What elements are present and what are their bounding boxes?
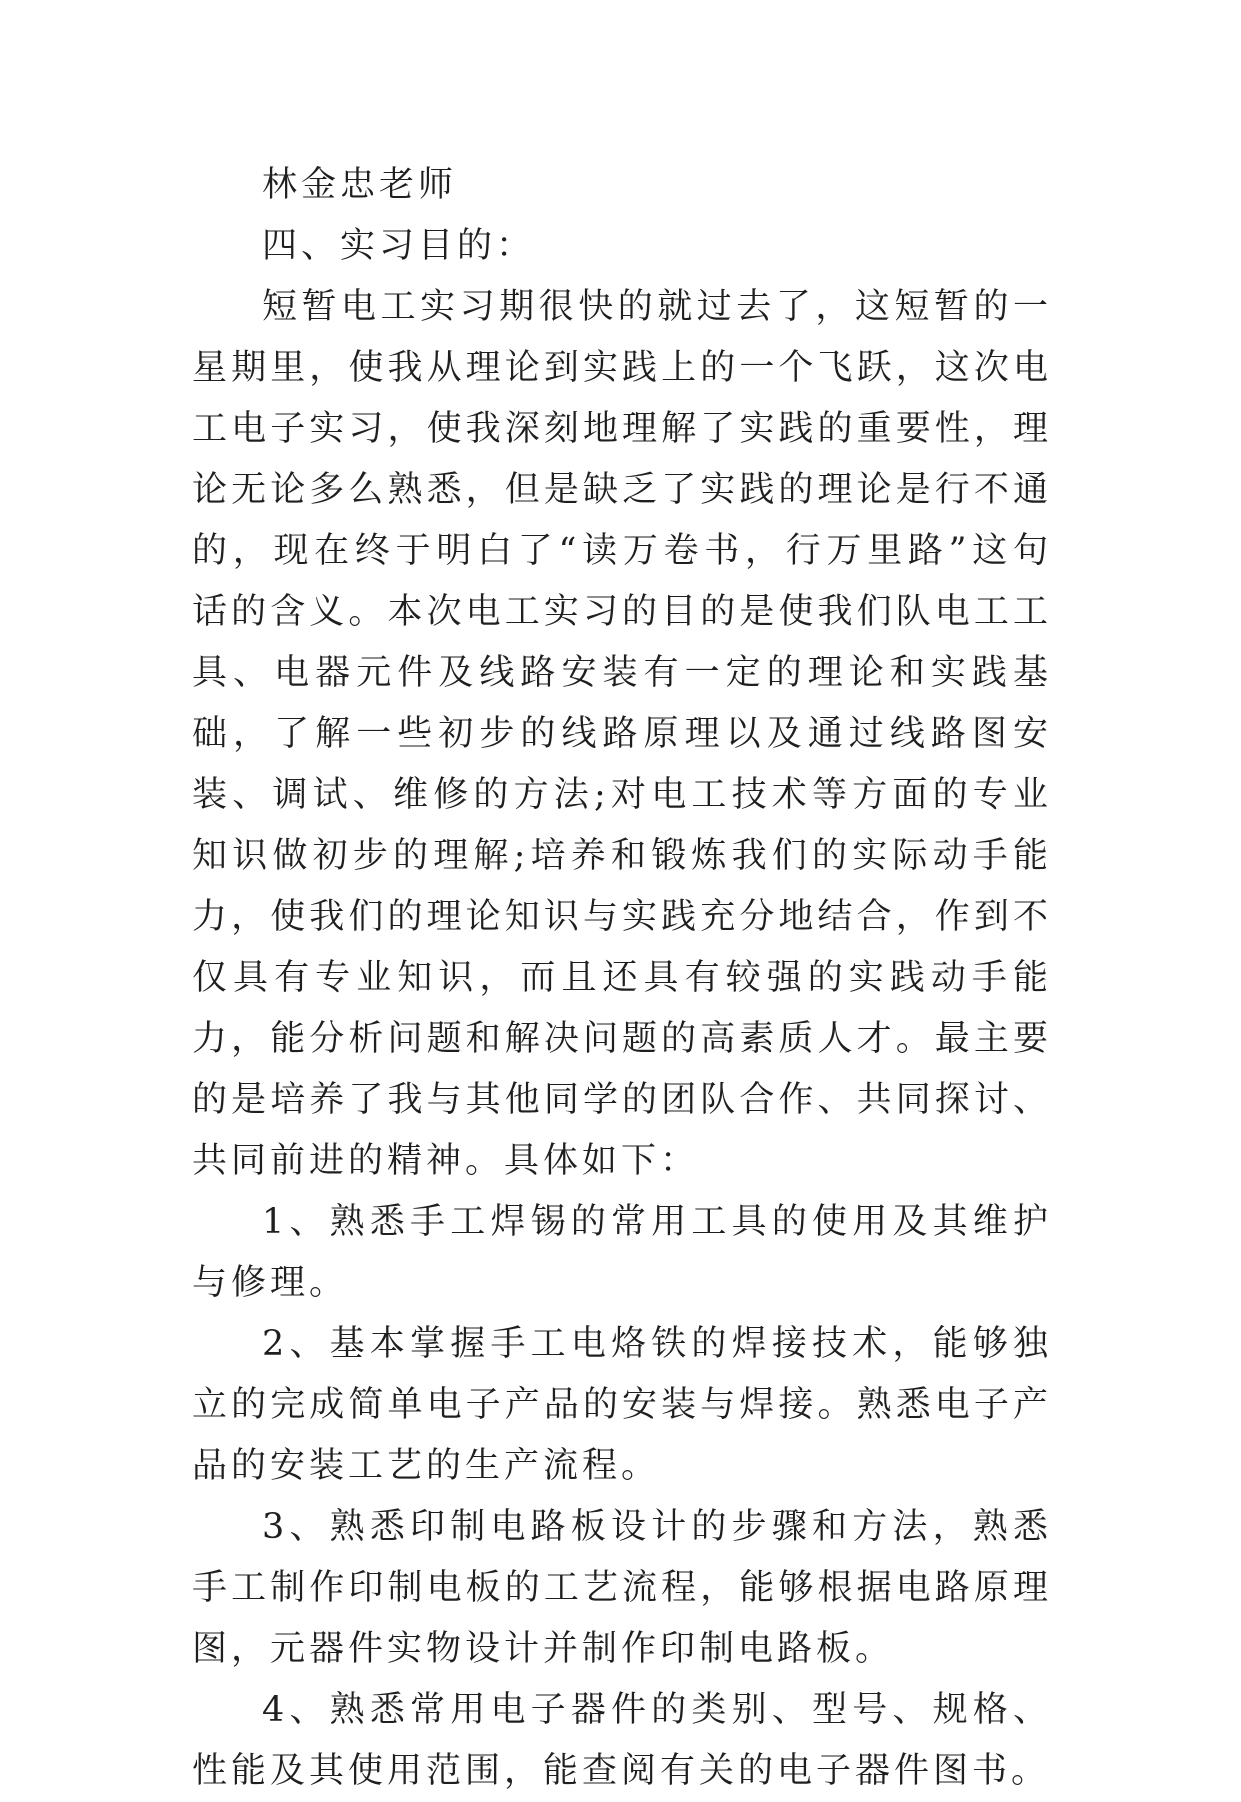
teacher-name: 林金忠老师 xyxy=(262,165,458,205)
body-paragraph: 短暂电工实习期很快的就过去了，这短暂的一星期里，使我从理论到实践上的一个飞跃，这次电工电子实习，使我深刻地理解了实践的重要性，理论无论多么熟悉，但是缺乏了实践的理论是行不通的，现在终于明白了“读万卷书，行万里路”这句话的含义。本次电工实习的目的是使我们队电工工具、电器元件及线路安装有一定的理论和实践基础，了解一些初步的线路原理以及通过线路图安装、调试、维修的方法;对电工技术等方面的专业知识做初步的理解;培养和锻炼我们的实际动手能力，使我们的理论知识与实践充分地结合，作到不仅具有专业知识，而且还具有较强的实践动手能力，能分析问题和解决问题的高素质人才。最主要的是培养了我与其他同学的团队合作、共同探讨、共同前进的精神。具体如下： xyxy=(192,287,1052,1181)
section-heading: 四、实习目的： xyxy=(262,226,536,266)
list-item: 2、基本掌握手工电烙铁的焊接技术，能够独立的完成简单电子产品的安装与焊接。熟悉电子产品的安装工艺的生产流程。 xyxy=(192,1324,1052,1486)
list-item: 4、熟悉常用电子器件的类别、型号、规格、性能及其使用范围，能查阅有关的电子器件图书。 xyxy=(192,1690,1052,1791)
document-page xyxy=(192,155,1052,1802)
list-item: 3、熟悉印制电路板设计的步骤和方法，熟悉手工制作印制电板的工艺流程，能够根据电路原理图，元器件实物设计并制作印制电路板。 xyxy=(192,1507,1052,1669)
list-item: 1、熟悉手工焊锡的常用工具的使用及其维护与修理。 xyxy=(192,1202,1052,1303)
